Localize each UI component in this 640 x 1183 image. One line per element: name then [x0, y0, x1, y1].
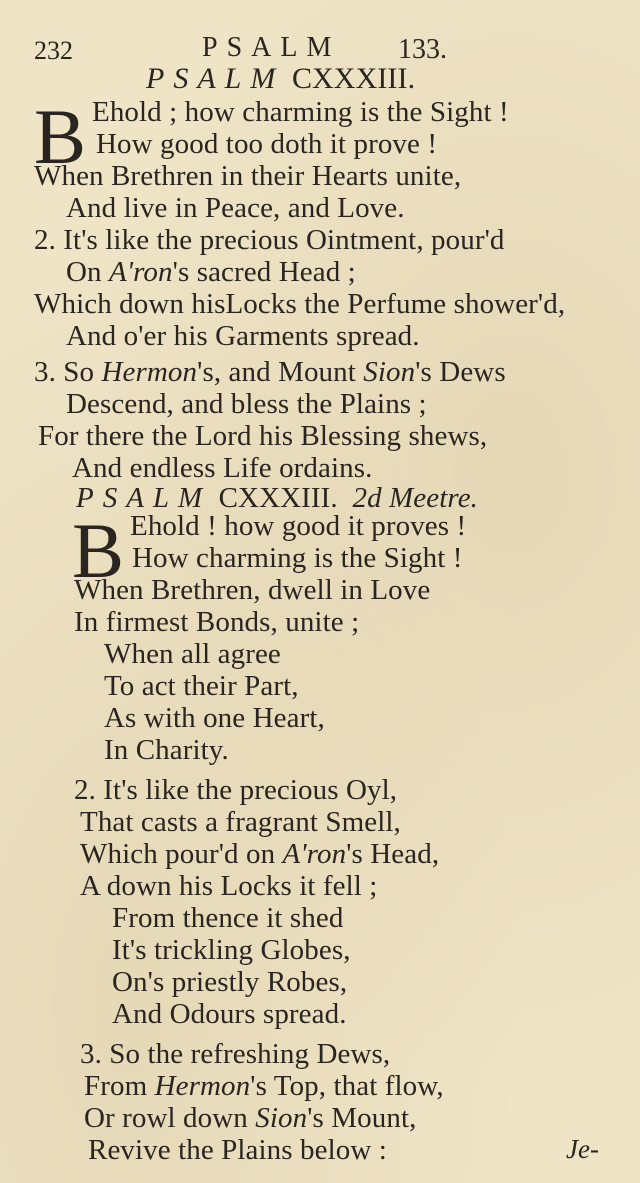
- verse-line: And o'er his Garments spread.: [66, 320, 420, 352]
- psalm-heading-number: CXXXIII.: [291, 62, 416, 95]
- verse-line: From thence it shed: [112, 902, 344, 934]
- verse-line: Ehold ; how charming is the Sight !: [92, 96, 509, 128]
- verse-line: On's priestly Robes,: [112, 966, 348, 998]
- verse-line: That casts a fragrant Smell,: [80, 806, 401, 838]
- verse-line: It's trickling Globes,: [112, 934, 351, 966]
- verse-line: Revive the Plains below :: [88, 1134, 387, 1166]
- second-heading-word: PSALM: [76, 482, 212, 514]
- drop-cap: B: [72, 507, 125, 594]
- verse-line: In firmest Bonds, unite ;: [74, 606, 360, 638]
- verse-line: Descend, and bless the Plains ;: [66, 388, 427, 420]
- running-head: PSALM: [202, 32, 341, 63]
- running-psalm-number: 133.: [398, 34, 447, 65]
- verse-line: 2. It's like the precious Ointment, pour'd: [34, 224, 505, 256]
- verse-line: 2. It's like the precious Oyl,: [74, 774, 398, 806]
- verse-line: As with one Heart,: [104, 702, 325, 734]
- verse-line: For there the Lord his Blessing shews,: [38, 420, 488, 452]
- verse-line: How good too doth it prove !: [96, 128, 438, 160]
- verse-line: Ehold ! how good it proves !: [130, 510, 467, 542]
- verse-line: 3. So the refreshing Dews,: [80, 1038, 391, 1070]
- verse-line: 3. So Hermon's, and Mount Sion's Dews: [34, 356, 506, 388]
- second-heading-number: CXXXIII.: [218, 482, 338, 514]
- verse-line: A down his Locks it fell ;: [80, 870, 378, 902]
- verse-line: In Charity.: [104, 734, 229, 766]
- page-number: 232: [34, 36, 73, 65]
- verse-line: From Hermon's Top, that flow,: [84, 1070, 444, 1102]
- psalm-heading: [146, 62, 415, 96]
- verse-line: When Brethren in their Hearts unite,: [34, 160, 462, 192]
- verse-line: How charming is the Sight !: [132, 542, 463, 574]
- verse-line: Which pour'd on A'ron's Head,: [80, 838, 440, 870]
- verse-line: On A'ron's sacred Head ;: [66, 256, 356, 288]
- catchword: Je-: [566, 1134, 599, 1164]
- verse-line: Or rowl down Sion's Mount,: [84, 1102, 417, 1134]
- verse-line: And live in Peace, and Love.: [66, 192, 405, 224]
- verse-line: When all agree: [104, 638, 281, 670]
- verse-line: And Odours spread.: [112, 998, 347, 1030]
- second-heading-meter: 2d Meetre.: [352, 482, 479, 514]
- verse-line: To act their Part,: [104, 670, 299, 702]
- psalm-heading-word: PSALM: [146, 62, 285, 95]
- verse-line: When Brethren, dwell in Love: [74, 574, 431, 606]
- drop-cap: B: [34, 93, 87, 180]
- verse-line: And endless Life ordains.: [72, 452, 373, 484]
- verse-line: Which down hisLocks the Perfume shower'd,: [34, 288, 566, 320]
